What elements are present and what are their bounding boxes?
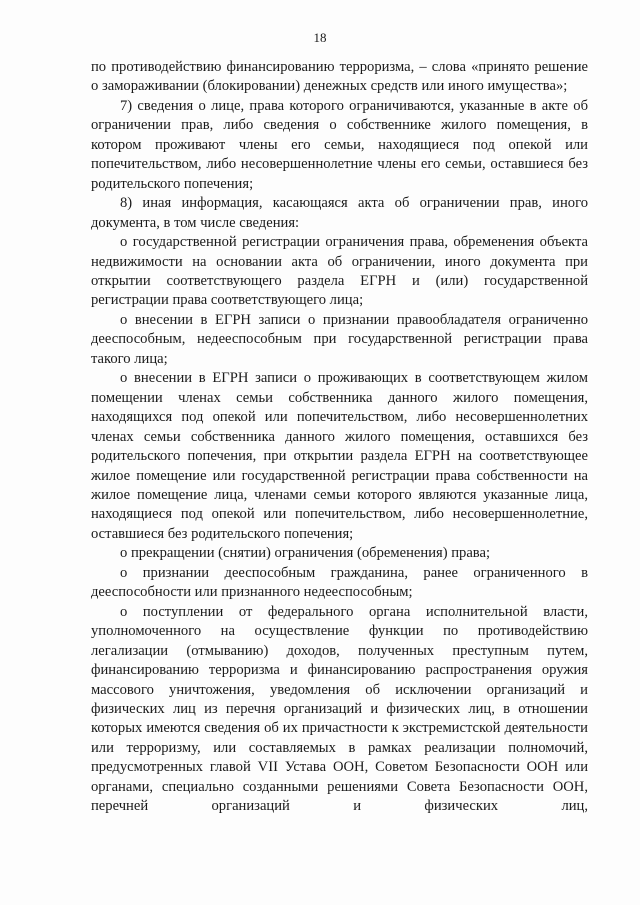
paragraph: о государственной регистрации ограничения права, обременения объекта недвижимости на основании акта об ограничении, иного документа при открытии соответствующего раздела ЕГРН и (или) государственной регистрации права соответствующего лица; (91, 234, 588, 309)
paragraph: 7) сведения о лице, права которого ограничиваются, указанные в акте об ограничении прав, либо сведения о собственнике жилого помещения, в котором проживают члены его семьи, находящиеся под опекой или попечительством, либо несовершеннолетние члены его семьи, оставшиеся без родительского попечения; (91, 97, 588, 192)
paragraph: о прекращении (снятии) ограничения (обременения) права; (120, 545, 491, 562)
document-body (91, 58, 588, 817)
paragraph: о признании дееспособным гражданина, ранее ограниченного в дееспособности или признанного недееспособным; (91, 564, 588, 601)
paragraph: о поступлении от федерального органа исполнительной власти, уполномоченного на осуществление функции по противодействию легализации (отмыванию) доходов, полученных преступным путем, финансированию терроризма и финансированию распространения оружия массового уничтожения, уведомления об исключении организаций и физических лиц из перечня организаций и физических лиц, в отношении которых имеются сведения об их причастности к экстремистской деятельности или терроризму, или составляемых в рамках реализации полномочий, предусмотренных главой VII Устава ООН, Советом Безопасности ООН или органами, специально созданными решениями Совета Безопасности ООН, перечней организаций и физических лиц, (91, 603, 588, 815)
paragraph: о внесении в ЕГРН записи о признании правообладателя ограниченно дееспособным, недееспособным при государственной регистрации права такого лица; (91, 311, 588, 367)
paragraph: 8) иная информация, касающаяся акта об ограничении прав, иного документа, в том числе сведения: (91, 195, 588, 231)
paragraph: о внесении в ЕГРН записи о проживающих в соответствующем жилом помещении членах семьи собственника данного жилого помещения, находящихся под опекой или попечительством, либо несовершеннолетних членах семьи собственника данного жилого помещения, оставшихся без родительского попечения, при открытии раздела ЕГРН на соответствующее жилое помещение или государственной регистрации права собственности на жилое помещение лица, членами семьи которого являются указанные лица, находящиеся под опекой или попечительством, либо несовершеннолетние, оставшиеся без родительского попечения; (91, 370, 588, 542)
page-number: 18 (313, 30, 327, 45)
paragraph: по противодействию финансированию терроризма, – слова «принято решение о замораживании (блокировании) денежных средств или иного имущества»; (91, 59, 588, 95)
